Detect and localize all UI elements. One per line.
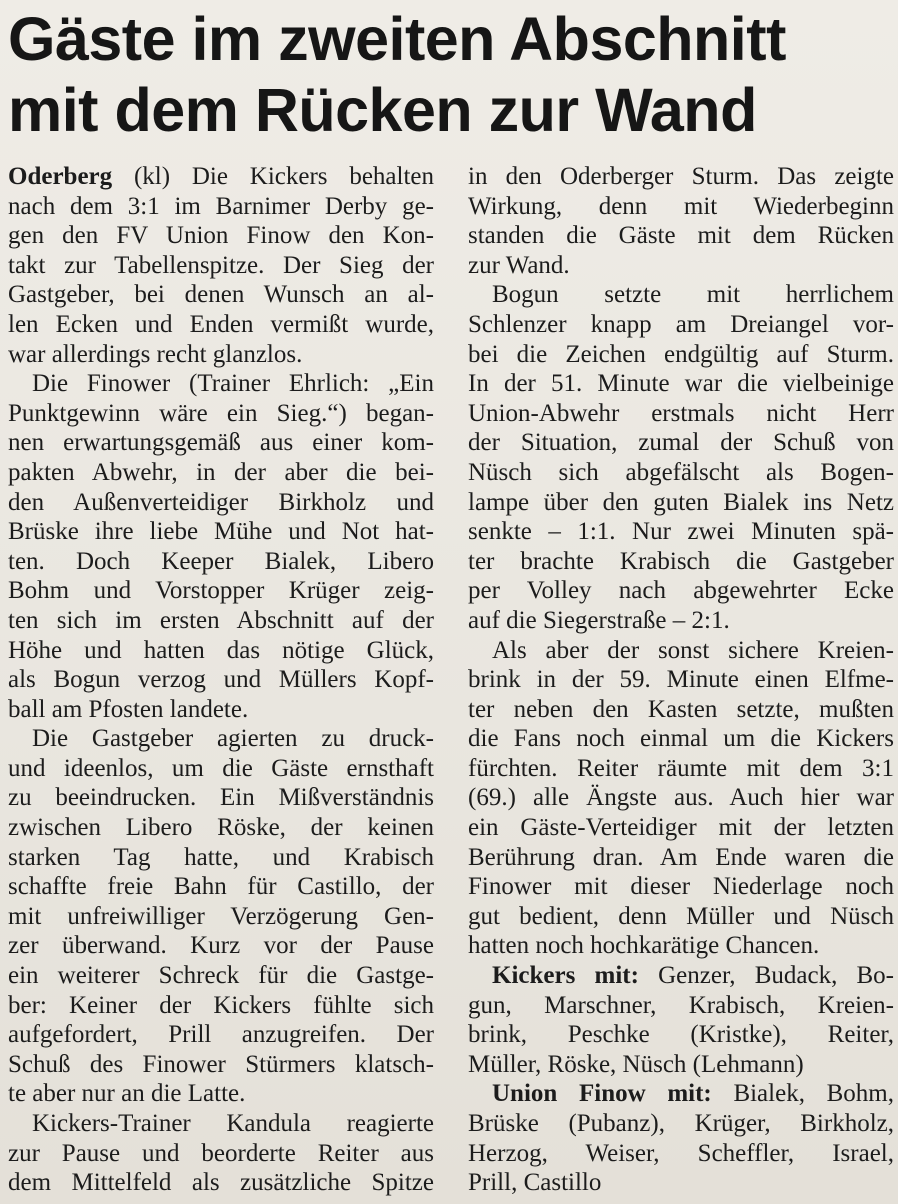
- text-line: [468, 162, 894, 192]
- text-line: [468, 1109, 894, 1139]
- text-line: [468, 192, 894, 222]
- line-text: war allerdings recht glanzlos.: [8, 340, 303, 368]
- text-line: [468, 961, 894, 991]
- line-text: mit unfreiwilliger Verzögerung Gen-: [8, 902, 434, 930]
- text-line: [468, 783, 894, 813]
- text-line: [468, 1168, 894, 1198]
- text-line: [8, 665, 434, 695]
- text-line: [8, 843, 434, 873]
- text-line: [468, 902, 894, 932]
- line-text: zur Pause und beorderte Reiter aus: [8, 1139, 434, 1167]
- line-text: starken Tag hatte, und Krabisch: [8, 843, 434, 871]
- text-line: [468, 251, 894, 281]
- text-line: [468, 576, 894, 606]
- text-line: [468, 280, 894, 310]
- line-text: Gastgeber, bei denen Wunsch an al-: [8, 281, 434, 309]
- line-text: Berührung dran. Am Ende waren die: [468, 843, 894, 871]
- line-text: Höhe und hatten das nötige Glück,: [8, 636, 434, 664]
- line-text: lampe über den guten Bialek ins Netz: [468, 488, 894, 516]
- text-line: [8, 280, 434, 310]
- text-line: [8, 458, 434, 488]
- line-text: takt zur Tabellenspitze. Der Sieg der: [8, 251, 434, 279]
- line-text: Bogun setzte mit herrlichem: [492, 281, 894, 309]
- text-line: [8, 636, 434, 666]
- line-text: gun, Marschner, Krabisch, Kreien-: [468, 991, 894, 1019]
- line-text: ball am Pfosten landete.: [8, 695, 249, 723]
- line-text: dem Mittelfeld als zusätzliche Spitze: [8, 1169, 434, 1197]
- text-line: [8, 576, 434, 606]
- line-text: standen die Gäste mit dem Rücken: [468, 222, 894, 250]
- line-text: nen erwartungsgemäß aus einer kom-: [8, 429, 434, 457]
- line-text: gut bedient, denn Müller und Nüsch: [468, 902, 894, 930]
- text-line: [8, 872, 434, 902]
- text-line: [468, 310, 894, 340]
- text-line: [8, 902, 434, 932]
- text-line: [8, 517, 434, 547]
- line-text: Herzog, Weiser, Scheffler, Israel,: [468, 1139, 894, 1167]
- right-column: [468, 162, 894, 1198]
- text-line: [468, 1020, 894, 1050]
- text-line: [468, 813, 894, 843]
- text-line: [468, 754, 894, 784]
- text-line: [468, 931, 894, 961]
- text-line: [468, 399, 894, 429]
- text-line: [8, 724, 434, 754]
- text-line: [8, 1050, 434, 1080]
- line-text: senkte – 1:1. Nur zwei Minuten spä-: [468, 518, 894, 546]
- text-line: [8, 488, 434, 518]
- line-text: in den Oderberger Sturm. Das zeigte: [468, 163, 894, 190]
- text-line: [8, 1109, 434, 1139]
- line-text: Prill, Castillo: [468, 1169, 602, 1197]
- text-line: [468, 517, 894, 547]
- line-text: fürchten. Reiter räumte mit dem 3:1: [468, 754, 894, 782]
- text-line: [8, 783, 434, 813]
- text-line: [8, 1168, 434, 1198]
- line-text: Bialek, Bohm,: [711, 1080, 894, 1108]
- line-text: der Situation, zumal der Schuß von: [468, 429, 894, 457]
- text-line: [468, 665, 894, 695]
- text-line: [8, 369, 434, 399]
- line-text: Müller, Röske, Nüsch (Lehmann): [468, 1050, 804, 1078]
- line-text: ten. Doch Keeper Bialek, Libero: [8, 547, 434, 575]
- line-text: (69.) alle Ängste aus. Auch hier war: [468, 784, 894, 812]
- line-text: den Außenverteidiger Birkholz und: [8, 488, 434, 516]
- line-text: und ideenlos, um die Gäste ernsthaft: [8, 754, 434, 782]
- text-line: [8, 221, 434, 251]
- line-text: Schlenzer knapp am Dreiangel vor-: [468, 310, 894, 338]
- line-text: Finower mit dieser Niederlage noch: [468, 873, 894, 901]
- text-line: [468, 1139, 894, 1169]
- text-line: [468, 369, 894, 399]
- line-text: zur Wand.: [468, 251, 570, 279]
- text-line: [8, 961, 434, 991]
- headline-line: mit dem Rücken zur Wand: [8, 76, 757, 144]
- text-line: [8, 1079, 434, 1109]
- headline-line: Gäste im zweiten Abschnitt: [8, 5, 786, 73]
- text-line: [468, 547, 894, 577]
- line-text: bei die Zeichen endgültig auf Sturm.: [468, 340, 894, 368]
- text-line: [468, 488, 894, 518]
- line-text: Brüske ihre liebe Mühe und Not hat-: [8, 518, 434, 546]
- line-text: Wirkung, denn mit Wiederbeginn: [468, 192, 894, 220]
- text-line: [468, 724, 894, 754]
- line-text: ein Gäste-Verteidiger mit der letzten: [468, 814, 894, 842]
- line-text: Brüske (Pubanz), Krüger, Birkholz,: [468, 1110, 894, 1137]
- text-line: [468, 843, 894, 873]
- line-text: Kickers-Trainer Kandula reagierte: [32, 1110, 434, 1137]
- line-text: gen den FV Union Finow den Kon-: [8, 222, 434, 250]
- headline: [8, 4, 892, 146]
- line-text: ein weiterer Schreck für die Gastge-: [8, 962, 434, 990]
- line-text: Schuß des Finower Stürmers klatsch-: [8, 1050, 434, 1078]
- line-text: Die Finower (Trainer Ehrlich: „Ein: [32, 370, 434, 398]
- line-text: als Bogun verzog und Müllers Kopf-: [8, 666, 434, 694]
- line-text: Bohm und Vorstopper Krüger zeig-: [8, 577, 434, 605]
- text-line: [468, 991, 894, 1021]
- text-line: [8, 606, 434, 636]
- text-line: [8, 1020, 434, 1050]
- line-text: brink in der 59. Minute einen Elfme-: [468, 666, 894, 694]
- line-text: schaffte freie Bahn für Castillo, der: [8, 873, 434, 901]
- line-text: per Volley nach abgewehrter Ecke: [468, 577, 894, 605]
- line-text: (kl) Die Kickers behalten: [112, 163, 434, 190]
- line-text: brink, Peschke (Kristke), Reiter,: [468, 1021, 894, 1049]
- line-text: Punktgewinn wäre ein Sieg.“) began-: [8, 399, 434, 427]
- text-line: [8, 399, 434, 429]
- text-line: [468, 636, 894, 666]
- line-text: die Fans noch einmal um die Kickers: [468, 725, 894, 753]
- text-line: [468, 1050, 894, 1080]
- text-line: [8, 310, 434, 340]
- line-text: Nüsch sich abgefälscht als Bogen-: [468, 458, 894, 486]
- text-line: [468, 606, 894, 636]
- line-text: ber: Keiner der Kickers fühlte sich: [8, 991, 434, 1019]
- line-text: zwischen Libero Röske, der keinen: [8, 814, 434, 842]
- lead-word: Union Finow mit:: [492, 1080, 712, 1108]
- text-line: [468, 340, 894, 370]
- lead-word: Oderberg: [8, 163, 113, 190]
- text-line: [8, 1139, 434, 1169]
- text-line: [8, 931, 434, 961]
- line-text: Die Gastgeber agierten zu druck-: [32, 725, 434, 753]
- line-text: zu beeindrucken. Ein Mißverständnis: [8, 784, 434, 812]
- text-line: [468, 221, 894, 251]
- text-line: [8, 754, 434, 784]
- line-text: ter neben den Kasten setzte, mußten: [468, 695, 894, 723]
- text-line: [8, 695, 434, 725]
- text-line: [8, 991, 434, 1021]
- line-text: nach dem 3:1 im Barnimer Derby ge-: [8, 192, 434, 220]
- text-line: [468, 1079, 894, 1109]
- line-text: Als aber der sonst sichere Kreien-: [492, 636, 894, 664]
- text-line: [8, 547, 434, 577]
- text-line: [8, 162, 434, 192]
- text-line: [468, 458, 894, 488]
- left-column: [8, 162, 434, 1198]
- lead-word: Kickers mit:: [492, 962, 639, 990]
- text-line: [468, 695, 894, 725]
- line-text: hatten noch hochkarätige Chancen.: [468, 932, 820, 960]
- text-line: [468, 428, 894, 458]
- line-text: ter brachte Krabisch die Gastgeber: [468, 547, 894, 575]
- line-text: len Ecken und Enden vermißt wurde,: [8, 310, 434, 338]
- line-text: ten sich im ersten Abschnitt auf der: [8, 606, 434, 634]
- line-text: auf die Siegerstraße – 2:1.: [468, 606, 730, 634]
- text-line: [468, 872, 894, 902]
- line-text: Union-Abwehr erstmals nicht Herr: [468, 399, 894, 427]
- text-line: [8, 251, 434, 281]
- line-text: zer überwand. Kurz vor der Pause: [8, 932, 434, 960]
- line-text: pakten Abwehr, in der aber die bei-: [8, 458, 434, 486]
- text-line: [8, 192, 434, 222]
- line-text: Genzer, Budack, Bo-: [638, 962, 894, 990]
- text-line: [8, 813, 434, 843]
- line-text: aufgefordert, Prill anzugreifen. Der: [8, 1021, 434, 1049]
- text-line: [8, 428, 434, 458]
- line-text: In der 51. Minute war die vielbeinige: [468, 370, 894, 398]
- line-text: te aber nur an die Latte.: [8, 1080, 246, 1108]
- text-line: [8, 340, 434, 370]
